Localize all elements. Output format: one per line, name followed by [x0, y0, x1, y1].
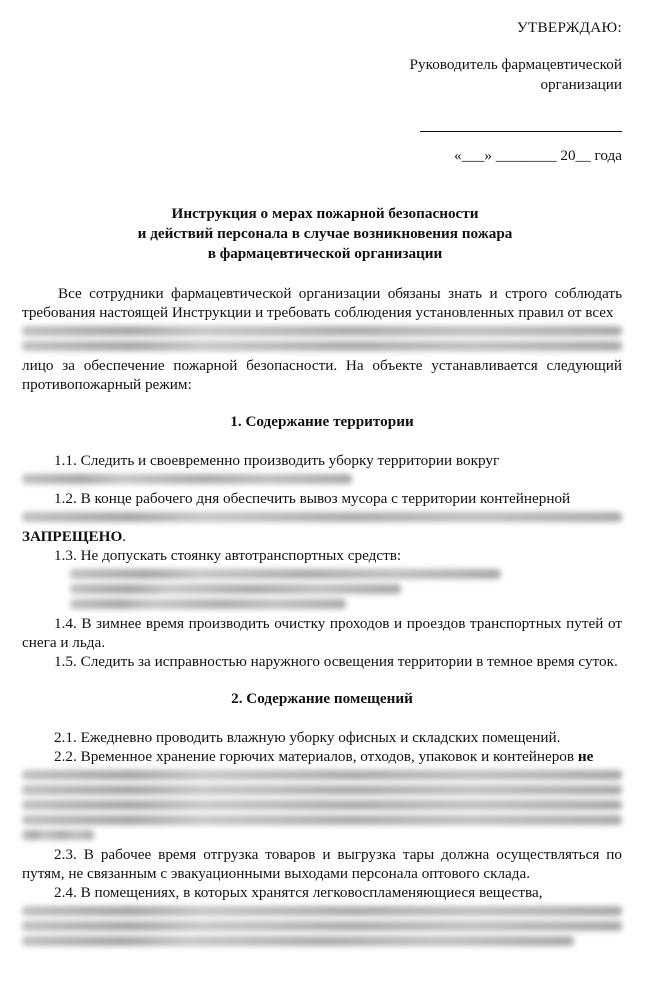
redacted-line: [70, 599, 346, 609]
approval-title: УТВЕРЖДАЮ:: [516, 19, 622, 36]
redacted-line: [22, 906, 622, 916]
document-title: [0, 204, 650, 264]
section-2-heading: 2. Содержание помещений: [231, 690, 413, 707]
item-2-3: 2.3. В рабочее время отгрузка товаров и выгрузка тары должна осуществляться по путям, не связанным с эвакуационными выходами персонала оптового склада.: [22, 846, 622, 882]
document-body: Все сотрудники фармацевтической организации обязаны знать и строго соблюдать требования настоящей Инструкции и требовать соблюдения установленных правил от всех лицо за обеспечение пожарной безопасности. На объекте устанавливается следующий противопожарный режим: 1. Содержание территории 1.1. Следить и своевременно производить уборку территории вокруг 1.2. В конце рабочего дня обеспечить вывоз мусора с территории контейнерной ЗАПРЕЩЕНО. 1.3. Не допускать стоянку автотранспортных средств: 1.4. В зимнее время производить очистку проходов и проездов транспортных путей от снега и льда. 1.5. Следить за исправностью наружного освещения территории в темное время суток. 2. Содержание помещений 2.1. Ежедневно проводить влажную уборку офисных и складских помещений. 2.2. Временное хранение горючих материалов, отходов, упаковок и контейнеров не 2.3. В рабочее время отгрузка товаров и выгрузка тары должна осуществляться по путям, не связанным с эвакуационными выходами персонала оптового склада. 2.4. В помещениях, в которых хранятся легковоспламеняющиеся вещества,: [22, 284, 622, 951]
document-title-line2: и действий персонала в случае возникновения пожара: [137, 225, 513, 242]
redacted-line: [22, 815, 622, 825]
redacted-line: [22, 474, 352, 484]
redacted-line: [22, 936, 574, 946]
redacted-line: [70, 584, 401, 594]
approval-role-line1: Руководитель фармацевтической: [409, 56, 622, 73]
item-2-1: 2.1. Ежедневно проводить влажную уборку офисных и складских помещений.: [54, 729, 561, 746]
redacted-line: [22, 341, 622, 351]
item-1-4: 1.4. В зимнее время производить очистку проходов и проездов транспортных путей от снега и льда.: [22, 615, 622, 651]
redacted-line: [22, 326, 622, 336]
redacted-line: [22, 770, 622, 780]
redacted-line: [22, 512, 622, 522]
intro-paragraph-part2: лицо за обеспечение пожарной безопасности. На объекте устанавливается следующий противопожарный режим:: [22, 357, 622, 393]
intro-paragraph-part1: Все сотрудники фармацевтической организации обязаны знать и строго соблюдать требования настоящей Инструкции и требовать соблюдения установленных правил от всех: [22, 285, 622, 321]
redacted-line: [22, 785, 622, 795]
approval-date: «___» ________ 20__ года: [454, 147, 622, 164]
item-1-3: 1.3. Не допускать стоянку автотранспортных средств:: [54, 547, 402, 564]
item-2-2-bold: не: [577, 748, 594, 765]
redacted-line: [70, 569, 501, 579]
document-title-line3: в фармацевтической организации: [207, 245, 443, 262]
item-2-2-text: 2.2. Временное хранение горючих материалов, отходов, упаковок и контейнеров: [54, 748, 575, 765]
item-1-1: 1.1. Следить и своевременно производить уборку территории вокруг: [54, 452, 500, 469]
signature-line: [420, 121, 622, 132]
item-1-2: 1.2. В конце рабочего дня обеспечить вывоз мусора с территории контейнерной: [54, 490, 571, 507]
approval-role-line2: организации: [540, 76, 622, 93]
item-1-5: 1.5. Следить за исправностью наружного освещения территории в темное время суток.: [54, 653, 618, 670]
redacted-line: [22, 921, 622, 931]
item-2-4: 2.4. В помещениях, в которых хранятся легковоспламеняющиеся вещества,: [54, 884, 543, 901]
item-2-2: [22, 747, 622, 766]
section-1-heading: 1. Содержание территории: [230, 413, 414, 430]
approval-role: [362, 55, 622, 95]
redacted-line: [22, 830, 94, 840]
approval-block: [362, 18, 622, 165]
redacted-line: [22, 800, 622, 810]
forbidden-label: ЗАПРЕЩЕНО: [22, 528, 123, 545]
document-title-line1: Инструкция о мерах пожарной безопасности: [171, 205, 479, 222]
redacted-bullets: [70, 569, 622, 609]
